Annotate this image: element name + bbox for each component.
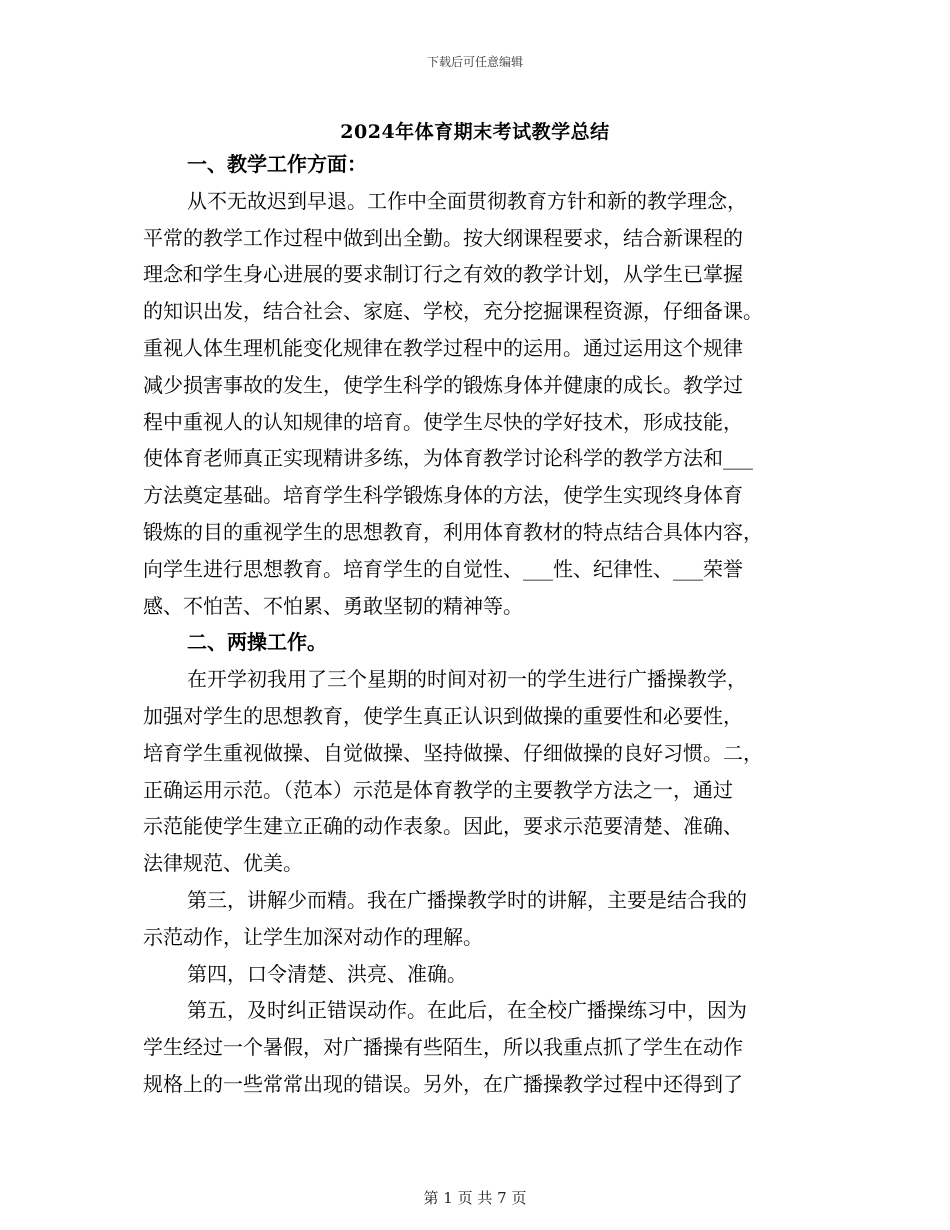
paragraph-line: 程中重视人的认知规律的培育。使学生尽快的学好技术，形成技能， bbox=[143, 409, 743, 434]
paragraph-line: 第四，口令清楚、洪亮、准确。 bbox=[187, 961, 467, 986]
paragraph-line: 从不无故迟到早退。工作中全面贯彻教育方针和新的教学理念， bbox=[187, 188, 747, 213]
paragraph-line: 法律规范、优美。 bbox=[143, 851, 303, 876]
section-heading: 一、教学工作方面： bbox=[187, 152, 367, 176]
paragraph-line: 学生经过一个暑假，对广播操有些陌生，所以我重点抓了学生在动作 bbox=[143, 1035, 743, 1060]
paragraph-line: 规格上的一些常常出现的错误。另外，在广播操教学过程中还得到了 bbox=[143, 1071, 743, 1096]
page-footer: 第 1 页 共 7 页 bbox=[423, 1189, 527, 1207]
page-header: 下载后可任意编辑 bbox=[426, 55, 523, 69]
paragraph-line: 第五，及时纠正错误动作。在此后，在全校广播操练习中，因为 bbox=[187, 998, 747, 1023]
paragraph-line: 培育学生重视做操、自觉做操、坚持做操、仔细做操的良好习惯。二， bbox=[143, 740, 763, 765]
document-title: 2024年体育期末考试教学总结 bbox=[340, 121, 610, 143]
paragraph-line: 重视人体生理机能变化规律在教学过程中的运用。通过运用这个规律 bbox=[143, 335, 743, 360]
paragraph-line: 减少损害事故的发生，使学生科学的锻炼身体并健康的成长。教学过 bbox=[143, 372, 743, 397]
paragraph-line: 在开学初我用了三个星期的时间对初一的学生进行广播操教学， bbox=[187, 667, 747, 692]
paragraph-line: 示范能使学生建立正确的动作表象。因此，要求示范要清楚、准确、 bbox=[143, 814, 743, 839]
paragraph-line: 的知识出发，结合社会、家庭、学校，充分挖掘课程资源，仔细备课。 bbox=[143, 299, 763, 324]
paragraph-line: 方法奠定基础。培育学生科学锻炼身体的方法，使学生实现终身体育 bbox=[143, 483, 743, 508]
paragraph-line: 正确运用示范。（范本）示范是体育教学的主要教学方法之一，通过 bbox=[143, 777, 733, 802]
paragraph-line: 锻炼的目的重视学生的思想教育，利用体育教材的特点结合具体内容， bbox=[143, 519, 763, 544]
paragraph-line: 第三，讲解少而精。我在广播操教学时的讲解，主要是结合我的 bbox=[187, 887, 747, 912]
paragraph-line: 理念和学生身心进展的要求制订行之有效的教学计划，从学生已掌握 bbox=[143, 262, 743, 287]
paragraph-line: 示范动作，让学生加深对动作的理解。 bbox=[143, 924, 483, 949]
paragraph-line: 向学生进行思想教育。培育学生的自觉性、___性、纪律性、___荣誉 bbox=[143, 556, 743, 581]
paragraph-line: 使体育老师真正实现精讲多练，为体育教学讨论科学的教学方法和___ bbox=[143, 446, 753, 471]
paragraph-line: 感、不怕苦、不怕累、勇敢坚韧的精神等。 bbox=[143, 593, 523, 618]
paragraph-line: 加强对学生的思想教育，使学生真正认识到做操的重要性和必要性， bbox=[143, 703, 743, 728]
section-heading: 二、两操工作。 bbox=[187, 630, 327, 655]
document-body bbox=[143, 146, 815, 1103]
paragraph-line: 平常的教学工作过程中做到出全勤。按大纲课程要求，结合新课程的 bbox=[143, 225, 743, 250]
